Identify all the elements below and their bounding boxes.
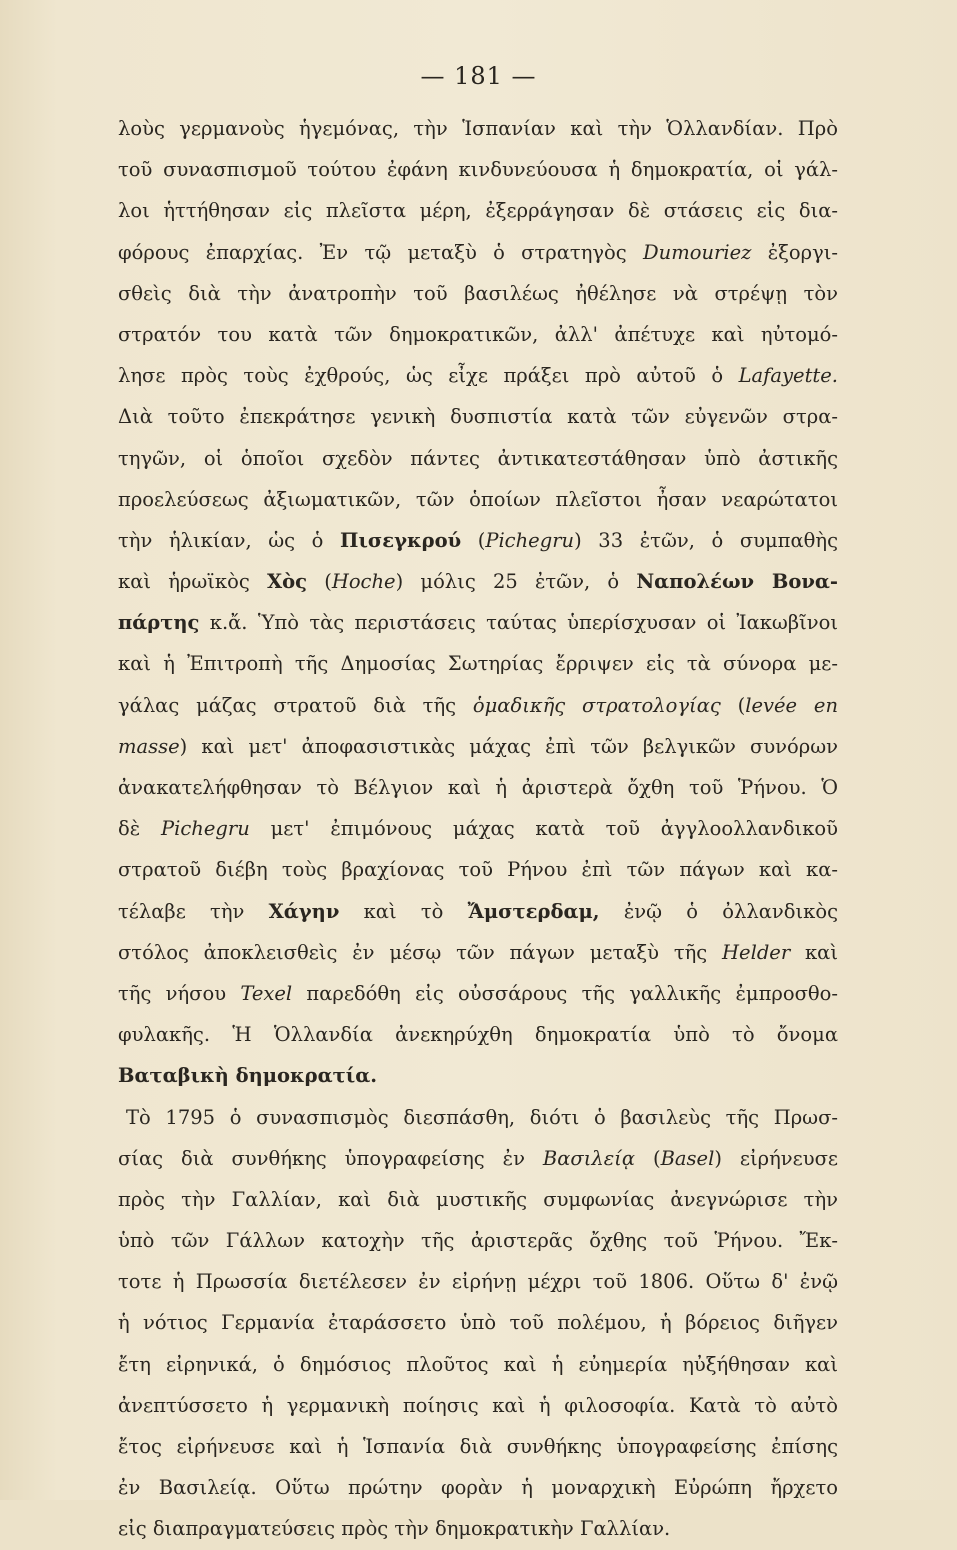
text-line bbox=[118, 685, 838, 726]
bold-term: Βαταβικὴ δημοκρατία. bbox=[118, 1064, 377, 1088]
text-line bbox=[118, 1220, 838, 1261]
italic-term: levée en bbox=[745, 693, 838, 717]
text-segment: ἀνεπτύσσετο ἡ γερμανικὴ ποίησις καὶ ἡ φιλοσοφία. Κατὰ τὸ αὐτὸ bbox=[118, 1393, 838, 1417]
text-line bbox=[118, 396, 838, 437]
text-segment: τοῦ συνασπισμοῦ τούτου ἐφάνη κινδυνεύουσα ἡ δημοκρατία, οἱ γάλ- bbox=[118, 158, 838, 182]
text-line bbox=[118, 1097, 838, 1138]
text-line bbox=[118, 849, 838, 890]
text-segment: ( bbox=[306, 570, 332, 594]
text-segment: ) μόλις 25 ἐτῶν, ὁ bbox=[395, 570, 637, 594]
page-number: — 181 — bbox=[420, 62, 537, 90]
text-segment: ἀνακατελήφθησαν τὸ Βέλγιον καὶ ἡ ἀριστερὰ ὄχθη τοῦ Ῥήνου. Ὁ bbox=[118, 776, 838, 799]
text-segment: στρατοῦ διέβη τοὺς βραχίονας τοῦ Ρήνου ἐπὶ τῶν πάγων καὶ κα- bbox=[118, 858, 838, 882]
text-segment: ) καὶ μετ' ἀποφασιστικὰς μάχας ἐπὶ τῶν βελγικῶν συνόρων bbox=[179, 734, 838, 758]
italic-term: masse bbox=[118, 734, 180, 758]
text-line bbox=[118, 1385, 838, 1426]
text-line bbox=[118, 232, 838, 273]
text-segment: σίας διὰ συνθήκης ὑπογραφείσης ἐν bbox=[118, 1146, 543, 1170]
text-line bbox=[118, 190, 838, 231]
text-segment: λοὺς γερμανοὺς ἡγεμόνας, τὴν Ἱσπανίαν καὶ τὴν Ὁλλανδίαν. Πρὸ bbox=[118, 117, 838, 140]
italic-term: Pichegru bbox=[485, 528, 575, 552]
text-line bbox=[118, 1179, 838, 1220]
text-segment: τέλαβε τὴν bbox=[118, 899, 269, 923]
text-segment: ὑπὸ τῶν Γάλλων κατοχὴν τῆς ἀριστερᾶς ὄχθης τοῦ Ῥήνου. Ἔκ- bbox=[118, 1229, 838, 1253]
bold-term: Ἄμστερδαμ, bbox=[467, 899, 600, 923]
text-segment: ( bbox=[720, 693, 746, 717]
text-segment: κ.ἄ. Ὑπὸ τὰς περιστάσεις ταύτας ὑπερίσχυσαν οἱ Ἰακωβῖνοι bbox=[199, 611, 838, 635]
bold-term: Χάγην bbox=[268, 899, 340, 923]
text-segment: παρεδόθη εἰς οὐσσάρους τῆς γαλλικῆς ἐμπροσθο- bbox=[292, 981, 838, 1005]
text-line bbox=[118, 355, 838, 396]
text-segment: λησε πρὸς τοὺς ἐχθρούς, ὡς εἶχε πράξει πρὸ αὐτοῦ ὁ bbox=[118, 364, 739, 388]
italic-term: Lafayette. bbox=[738, 364, 838, 388]
text-segment: πρὸς τὴν Γαλλίαν, καὶ διὰ μυστικῆς συμφωνίας ἀνεγνώρισε τὴν bbox=[118, 1187, 838, 1211]
text-segment: ἐξοργι- bbox=[751, 240, 838, 264]
text-line bbox=[118, 808, 838, 849]
text-segment: Τὸ 1795 ὁ συνασπισμὸς διεσπάσθη, διότι ὁ βασιλεὺς τῆς Πρωσ- bbox=[126, 1105, 838, 1129]
text-segment: ἐν Βασιλείᾳ. Οὕτω πρώτην φορὰν ἡ μοναρχικὴ Εὐρώπη ἤρχετο bbox=[118, 1476, 838, 1500]
text-segment: δὲ bbox=[118, 817, 162, 841]
text-line bbox=[118, 520, 838, 561]
text-segment: τοτε ἡ Πρωσσία διετέλεσεν ἐν εἰρήνῃ μέχρι τοῦ 1806. Οὕτω δ' ἐνῷ bbox=[118, 1270, 838, 1294]
text-segment: προελεύσεως ἀξιωματικῶν, τῶν ὁποίων πλεῖστοι ἦσαν νεαρώτατοι bbox=[118, 487, 838, 511]
text-segment: καὶ ἡ Ἐπιτροπὴ τῆς Δημοσίας Σωτηρίας ἔρριψεν εἰς τὰ σύνορα με- bbox=[118, 652, 838, 676]
text-line bbox=[118, 108, 838, 149]
text-segment: φυλακῆς. Ἡ Ὁλλανδία ἀνεκηρύχθη δημοκρατία ὑπὸ τὸ ὄνομα bbox=[118, 1023, 838, 1047]
bold-term: Χὸς bbox=[266, 570, 307, 594]
text-line bbox=[118, 479, 838, 520]
text-line bbox=[118, 273, 838, 314]
text-segment: στόλος ἀποκλεισθεὶς ἐν μέσῳ τῶν πάγων μεταξὺ τῆς bbox=[118, 940, 723, 964]
text-line bbox=[118, 149, 838, 190]
text-segment: Διὰ τοῦτο ἐπεκράτησε γενικὴ δυσπιστία κατὰ τῶν εὐγενῶν στρα- bbox=[118, 405, 838, 429]
text-segment: στρατόν του κατὰ τῶν δημοκρατικῶν, ἀλλ' ἀπέτυχε καὶ ηὐτομό- bbox=[118, 322, 838, 346]
text-line bbox=[118, 1138, 838, 1179]
text-segment: μετ' ἐπιμόνους μάχας κατὰ τοῦ ἀγγλοολλανδικοῦ bbox=[249, 817, 838, 841]
italic-term: Helder bbox=[722, 940, 791, 964]
text-line bbox=[118, 561, 838, 602]
text-segment: καὶ ἡρωϊκὸς bbox=[118, 570, 267, 594]
text-line bbox=[118, 643, 838, 684]
text-line bbox=[118, 1426, 838, 1467]
text-segment: τὴν ἡλικίαν, ὡς ὁ bbox=[118, 528, 341, 552]
text-segment: ) 33 ἐτῶν, ὁ συμπαθὴς bbox=[574, 528, 838, 552]
text-segment: ἔτη εἰρηνικά, ὁ δημόσιος πλοῦτος καὶ ἡ εὐημερία ηὐξήθησαν καὶ bbox=[118, 1352, 838, 1376]
text-segment: ) εἰρήνευσε bbox=[714, 1146, 838, 1170]
text-segment: ( bbox=[461, 528, 486, 552]
text-line bbox=[118, 1508, 838, 1549]
body-text bbox=[118, 108, 838, 1550]
italic-term: Pichegru bbox=[161, 817, 250, 841]
text-segment: ( bbox=[635, 1146, 661, 1170]
text-line bbox=[118, 932, 838, 973]
text-line bbox=[118, 1344, 838, 1385]
text-line bbox=[118, 602, 838, 643]
bold-term: Ναπολέων Βονα- bbox=[636, 570, 838, 594]
text-line bbox=[118, 1014, 838, 1055]
text-segment: τῆς νήσου bbox=[118, 981, 241, 1005]
bold-term: Πισεγκρού bbox=[340, 528, 462, 552]
text-line bbox=[118, 973, 838, 1014]
italic-term: Hoche bbox=[331, 570, 396, 594]
italic-term: Texel bbox=[240, 981, 293, 1005]
text-segment: ἔτος εἰρήνευσε καὶ ἡ Ἱσπανία διὰ συνθήκης ὑπογραφείσης ἐπίσης bbox=[118, 1435, 838, 1458]
italic-term: ὁμαδικῆς στρατολογίας bbox=[472, 693, 721, 717]
text-line bbox=[118, 767, 838, 808]
text-line bbox=[118, 726, 838, 767]
text-segment: καὶ τὸ bbox=[339, 899, 468, 923]
text-segment: σθεὶς διὰ τὴν ἀνατροπὴν τοῦ βασιλέως ἠθέλησε νὰ στρέψῃ τὸν bbox=[118, 281, 838, 305]
text-segment: γάλας μάζας στρατοῦ διὰ τῆς bbox=[118, 693, 473, 717]
text-segment: ἐνῷ ὁ ὀλλανδικὸς bbox=[599, 899, 838, 923]
italic-term: Βασιλείᾳ bbox=[542, 1146, 635, 1170]
text-segment: λοι ἡττήθησαν εἰς πλεῖστα μέρη, ἐξερράγησαν δὲ στάσεις εἰς δια- bbox=[118, 199, 838, 223]
text-segment: ἡ νότιος Γερμανία ἐταράσσετο ὑπὸ τοῦ πολέμου, ἡ βόρειος διῆγεν bbox=[118, 1311, 838, 1335]
text-line bbox=[118, 1302, 838, 1343]
italic-term: Basel bbox=[660, 1146, 715, 1170]
text-line bbox=[118, 438, 838, 479]
text-segment: φόρους ἐπαρχίας. Ἐν τῷ μεταξὺ ὁ στρατηγὸς bbox=[118, 240, 644, 264]
text-line bbox=[118, 891, 838, 932]
italic-term: Dumouriez bbox=[643, 240, 752, 264]
text-segment: καὶ bbox=[790, 940, 838, 964]
text-segment: εἰς διαπραγματεύσεις πρὸς τὴν δημοκρατικὴν Γαλλίαν. bbox=[118, 1517, 671, 1541]
text-line bbox=[118, 1467, 838, 1508]
bold-term: πάρτης bbox=[118, 611, 200, 635]
text-line bbox=[118, 1055, 838, 1096]
text-segment: τηγῶν, οἱ ὁποῖοι σχεδὸν πάντες ἀντικατεστάθησαν ὑπὸ ἀστικῆς bbox=[118, 446, 838, 470]
text-line bbox=[118, 314, 838, 355]
text-line bbox=[118, 1261, 838, 1302]
